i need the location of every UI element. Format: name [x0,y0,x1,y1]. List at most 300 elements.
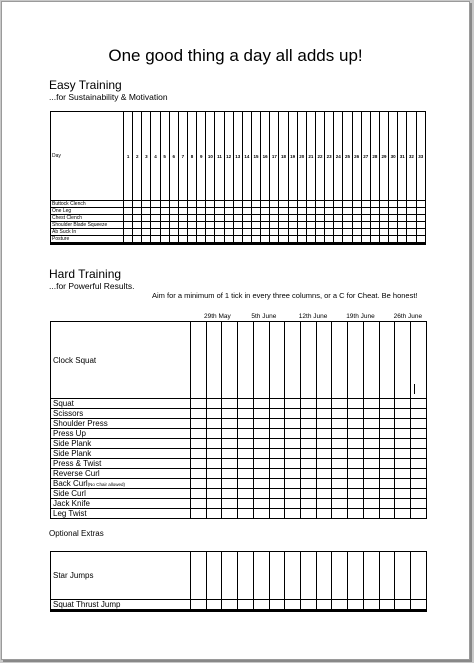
tick-cell [301,459,317,469]
tick-cell [301,322,317,399]
tick-cell [389,215,398,222]
tick-cell [160,208,169,215]
tick-cell [411,469,427,479]
tick-cell [215,244,224,245]
tick-cell [348,499,364,509]
tick-cell [269,399,285,409]
tick-cell [197,222,206,229]
day-number: 10 [206,112,215,201]
week-date-label: 26th June [393,313,423,320]
tick-cell [332,459,348,469]
tick-cell [343,244,352,245]
tick-cell [297,229,306,236]
tick-cell [411,611,427,612]
tick-cell [288,229,297,236]
tick-cell [395,489,411,499]
tick-cell [270,215,279,222]
back-curl-note: (No Chair allowed) [87,482,125,487]
tick-cell [379,201,388,208]
tick-cell [197,215,206,222]
tick-cell [269,489,285,499]
tick-cell [348,611,364,612]
tick-cell [416,229,426,236]
tick-cell [411,552,427,600]
tick-cell [187,236,196,243]
exercise-name: Star Jumps [53,571,94,580]
tick-cell [222,439,238,449]
tick-cell [352,208,361,215]
tick-cell [411,499,427,509]
day-number: 15 [251,112,260,201]
tick-cell [279,229,288,236]
tick-cell [363,552,379,600]
tick-cell [379,419,395,429]
tick-cell [270,236,279,243]
tick-cell [411,409,427,419]
tick-cell [348,322,364,399]
tick-cell [343,229,352,236]
exercise-label [51,322,191,399]
tick-cell [416,236,426,243]
tick-cell [206,509,222,519]
day-header: Day [51,112,124,201]
tick-cell [279,222,288,229]
tick-cell [285,419,301,429]
tick-cell [370,201,379,208]
tick-cell [306,222,315,229]
table-row [51,469,427,479]
tick-cell [361,244,370,245]
tick-cell [348,469,364,479]
tick-cell [269,611,285,612]
tick-cell [191,611,207,612]
tick-cell [215,215,224,222]
exercise-label [51,489,191,499]
tick-cell [261,244,270,245]
tick-cell [222,469,238,479]
tick-cell [352,201,361,208]
tick-cell [191,479,207,489]
tick-cell [332,509,348,519]
exercise-name: Reverse Curl [53,469,100,478]
exercise-name: Scissors [53,409,84,418]
tick-cell [151,222,160,229]
exercise-name: Shoulder Press [53,419,108,428]
table-row [51,509,427,519]
day-number: 14 [242,112,251,201]
tick-cell [316,439,332,449]
tick-cell [169,215,178,222]
tick-cell [301,552,317,600]
exercise-label: Ab Suck In [51,229,124,236]
tick-cell [124,229,133,236]
exercise-label [51,552,191,600]
tick-cell [416,208,426,215]
tick-cell [191,439,207,449]
tick-cell [238,499,254,509]
tick-cell [206,322,222,399]
tick-cell [301,399,317,409]
tick-cell [316,469,332,479]
tick-cell [142,244,151,245]
tick-cell [222,399,238,409]
tick-cell [206,552,222,600]
tick-cell [379,469,395,479]
tick-cell [332,479,348,489]
tick-cell [389,236,398,243]
tick-cell [363,600,379,610]
tick-cell [285,499,301,509]
tick-cell [411,449,427,459]
tick-cell [169,201,178,208]
exercise-name: Squat Thrust Jump [53,600,121,609]
tick-cell [160,215,169,222]
tick-cell [142,208,151,215]
tick-cell [315,236,324,243]
tick-cell [222,419,238,429]
tick-cell [253,459,269,469]
tick-cell [343,236,352,243]
tick-cell [197,208,206,215]
tick-cell [242,201,251,208]
tick-cell [142,222,151,229]
tick-cell [269,409,285,419]
day-number: 7 [178,112,187,201]
tick-cell [233,244,242,245]
tick-cell [316,600,332,610]
tick-cell [288,244,297,245]
tick-cell [124,244,133,245]
table-row [51,322,427,399]
tick-cell [242,215,251,222]
tick-cell [133,215,142,222]
tick-cell [361,215,370,222]
tick-cell [379,509,395,519]
tick-cell [197,201,206,208]
tick-cell [316,322,332,399]
day-number: 2 [133,112,142,201]
tick-cell [316,499,332,509]
tick-cell [191,552,207,600]
tick-cell [334,236,343,243]
tick-cell [301,429,317,439]
tick-cell [363,509,379,519]
tick-cell [411,429,427,439]
tick-cell [332,600,348,610]
tick-cell [191,469,207,479]
tick-cell [160,229,169,236]
tick-cell [395,509,411,519]
tick-cell [395,459,411,469]
tick-cell [270,208,279,215]
tick-cell [301,479,317,489]
tick-cell [253,449,269,459]
tick-cell [301,509,317,519]
tick-cell [334,229,343,236]
tick-cell [379,611,395,612]
day-number: 19 [288,112,297,201]
tick-cell [124,222,133,229]
day-number: 25 [343,112,352,201]
tick-cell [411,419,427,429]
tick-cell [285,322,301,399]
tick-cell [316,479,332,489]
tick-cell [379,236,388,243]
tick-cell [306,229,315,236]
day-number: 27 [361,112,370,201]
tick-cell [411,479,427,489]
tick-cell [395,469,411,479]
day-number: 29 [379,112,388,201]
tick-cell [197,236,206,243]
hard-training-subheading: ...for Powerful Results. [49,281,135,291]
tick-cell [285,509,301,519]
table-row [51,449,427,459]
table-row [51,429,427,439]
tick-cell [206,449,222,459]
exercise-label: Shoulder Blade Squeeze [51,222,124,229]
tick-cell [206,201,215,208]
tick-cell [352,229,361,236]
table-row [51,208,426,215]
tick-cell [191,499,207,509]
hard-training-heading: Hard Training [49,267,122,281]
tick-cell [222,479,238,489]
tick-cell [411,489,427,499]
tick-cell [332,419,348,429]
tick-cell [233,215,242,222]
table-row [51,489,427,499]
tick-cell [348,600,364,610]
tick-cell [269,479,285,489]
tick-cell [332,409,348,419]
tick-cell [411,600,427,610]
tick-cell [269,600,285,610]
tick-cell [253,322,269,399]
tick-cell [222,322,238,399]
tick-cell [370,208,379,215]
tick-cell [379,449,395,459]
tick-cell [398,236,407,243]
table-row [51,479,427,489]
exercise-name: Jack Knife [53,499,90,508]
tick-cell [315,244,324,245]
exercise-name: Side Curl [53,489,86,498]
tick-cell [206,399,222,409]
tick-cell [253,489,269,499]
tick-cell [233,208,242,215]
tick-cell [316,419,332,429]
tick-cell [407,236,416,243]
tick-cell [191,399,207,409]
tick-cell [261,208,270,215]
tick-cell [233,222,242,229]
tick-cell [187,244,196,245]
tick-cell [285,449,301,459]
tick-cell [411,399,427,409]
easy-training-heading: Easy Training [49,78,122,92]
tick-cell [363,469,379,479]
tick-cell [253,409,269,419]
tick-cell [261,215,270,222]
table-row [51,229,426,236]
tick-cell [407,229,416,236]
tick-cell [124,208,133,215]
tick-cell [269,449,285,459]
tick-cell [133,244,142,245]
tick-cell [124,215,133,222]
tick-cell [222,489,238,499]
tick-cell [178,229,187,236]
week-date-label: 29th May [204,313,231,320]
tick-cell [160,236,169,243]
tick-cell [142,236,151,243]
tick-cell [253,419,269,429]
tick-cell [242,208,251,215]
tick-cell [224,201,233,208]
exercise-label [51,611,191,612]
tick-cell [332,489,348,499]
tick-cell [352,222,361,229]
tick-cell [348,399,364,409]
tick-cell [238,459,254,469]
tick-cell [215,229,224,236]
table-row [51,399,427,409]
tick-cell [206,244,215,245]
exercise-label [51,449,191,459]
tick-cell [325,201,334,208]
day-number: 4 [151,112,160,201]
tick-cell [379,215,388,222]
tick-cell [178,244,187,245]
tick-cell [178,208,187,215]
tick-cell [395,611,411,612]
tick-cell [316,611,332,612]
tick-cell [316,409,332,419]
tick-cell [332,469,348,479]
tick-cell [395,600,411,610]
exercise-label: Posture [51,236,124,243]
tick-cell [160,201,169,208]
tick-cell [316,489,332,499]
tick-cell [206,208,215,215]
tick-cell [224,244,233,245]
table-row [51,409,427,419]
tick-cell [363,499,379,509]
tick-cell [343,208,352,215]
tick-cell [306,244,315,245]
tick-cell [251,201,260,208]
tick-cell [389,229,398,236]
tick-cell [297,222,306,229]
tick-cell [315,215,324,222]
tick-cell [169,208,178,215]
tick-cell [133,208,142,215]
tick-cell [178,236,187,243]
tick-cell [191,429,207,439]
tick-cell [133,222,142,229]
tick-cell [315,229,324,236]
tick-cell [169,236,178,243]
tick-cell [301,611,317,612]
tick-cell [288,236,297,243]
tick-cell [297,244,306,245]
hard-training-table [50,321,427,519]
tick-cell [197,229,206,236]
tick-cell [142,229,151,236]
tick-cell [398,222,407,229]
tick-cell [301,600,317,610]
tick-cell [363,399,379,409]
tick-cell [297,201,306,208]
exercise-label: One Leg [51,208,124,215]
tick-cell [352,244,361,245]
tick-cell [297,208,306,215]
tick-cell [269,429,285,439]
exercise-name: Leg Twist [53,509,87,518]
tick-cell [261,222,270,229]
exercise-label [51,429,191,439]
day-number: 11 [215,112,224,201]
tick-cell [361,236,370,243]
tick-cell [395,399,411,409]
tick-cell [251,215,260,222]
day-number: 33 [416,112,426,201]
tick-cell [316,509,332,519]
tick-cell [361,201,370,208]
tick-cell [370,229,379,236]
day-number: 17 [270,112,279,201]
day-number: 5 [160,112,169,201]
day-number: 18 [279,112,288,201]
tick-cell [279,208,288,215]
tick-cell [288,201,297,208]
tick-cell [316,552,332,600]
tick-cell [395,322,411,399]
tick-cell [269,499,285,509]
tick-cell [370,222,379,229]
tick-cell [253,600,269,610]
tick-cell [395,552,411,600]
tick-cell [301,489,317,499]
day-number: 13 [233,112,242,201]
tick-cell [151,244,160,245]
tick-cell [253,611,269,612]
tick-cell [197,244,206,245]
tick-cell [251,244,260,245]
tick-cell [285,459,301,469]
tick-cell [306,236,315,243]
tick-cell [224,236,233,243]
tick-cell [363,322,379,399]
exercise-name: Press Up [53,429,86,438]
tick-cell [363,429,379,439]
tick-cell [270,222,279,229]
tick-cell [348,552,364,600]
exercise-name: Press & Twist [53,459,102,468]
tick-cell [361,222,370,229]
tick-cell [348,449,364,459]
tick-cell [301,439,317,449]
tick-cell [242,222,251,229]
tick-cell [142,201,151,208]
tick-cell [285,409,301,419]
tick-cell [379,429,395,439]
tick-cell [233,201,242,208]
exercise-label [51,244,124,245]
tick-cell [269,552,285,600]
tick-cell [191,509,207,519]
